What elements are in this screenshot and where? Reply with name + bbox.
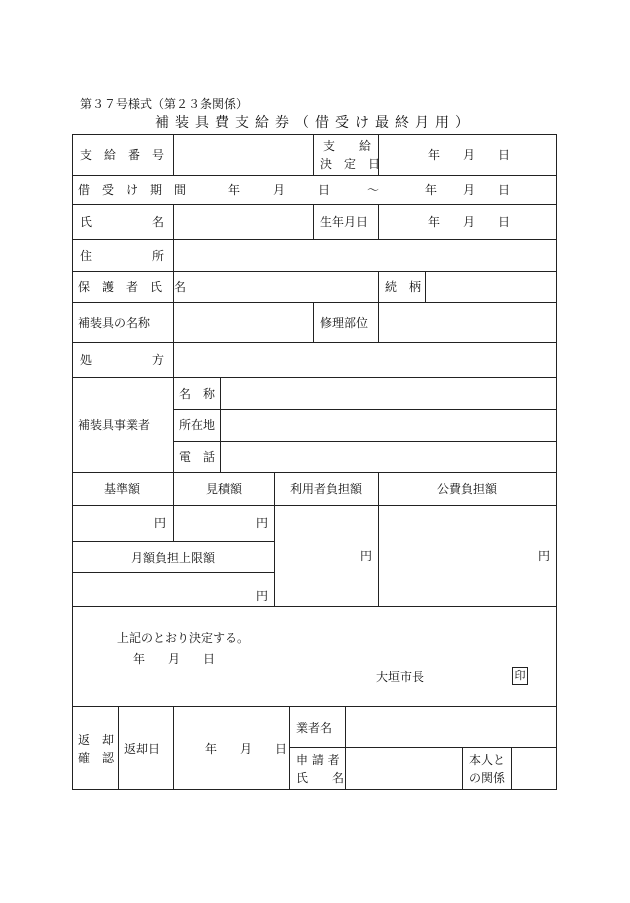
column-line: [511, 747, 512, 790]
guardian-name-label: 保 護 者 氏 名: [78, 280, 187, 294]
birth-day: 日: [498, 215, 511, 229]
rental-end-day: 日: [498, 183, 511, 197]
name-label: 氏 名: [80, 215, 165, 229]
rental-tilde: 〜: [367, 183, 380, 197]
row-line: [72, 572, 274, 573]
estimate-amount-yen: 円: [256, 516, 269, 530]
row-line: [173, 409, 557, 410]
row-line: [72, 541, 274, 542]
column-line: [173, 134, 174, 175]
standard-amount-yen: 円: [154, 516, 167, 530]
row-line: [72, 606, 557, 607]
form-number: 第３７号様式（第２３条関係）: [80, 97, 249, 111]
provider-phone-label: 電 話: [179, 450, 216, 464]
column-line: [220, 377, 221, 472]
standard-amount-header: 基準額: [104, 482, 141, 496]
row-line: [72, 472, 557, 473]
row-line: [72, 175, 557, 176]
provider-label: 補装具事業者: [78, 418, 151, 432]
monthly-limit-yen: 円: [256, 589, 269, 603]
row-line: [289, 747, 557, 748]
provider-location-label: 所在地: [179, 418, 216, 432]
rental-start-year: 年: [228, 183, 241, 197]
row-line: [72, 302, 557, 303]
table-border-bottom: [72, 789, 557, 790]
row-line: [72, 239, 557, 240]
row-line: [72, 342, 557, 343]
column-line: [173, 472, 174, 541]
public-burden-header: 公費負担額: [437, 482, 498, 496]
provider-name-label: 名 称: [179, 387, 216, 401]
return-year: 年: [205, 742, 218, 756]
decision-month: 月: [168, 652, 181, 666]
column-line: [313, 302, 314, 342]
business-name-label: 業者名: [296, 721, 333, 735]
row-line: [72, 505, 557, 506]
relation-label-1: 本人と: [469, 753, 506, 767]
column-line: [289, 706, 290, 790]
decision-text: 上記のとおり決定する。: [117, 631, 250, 645]
birth-year: 年: [428, 215, 441, 229]
return-confirm-label-1: 返 却: [78, 733, 115, 747]
estimate-amount-header: 見積額: [206, 482, 243, 496]
column-line: [313, 134, 314, 175]
column-line: [173, 204, 174, 472]
decision-date-label-2: 決 定 日: [320, 157, 381, 171]
row-line: [173, 441, 557, 442]
monthly-limit-label: 月額負担上限額: [131, 551, 216, 565]
applicant-label-2: 氏 名: [296, 771, 345, 785]
column-line: [378, 271, 379, 342]
table-border-right: [556, 134, 557, 790]
column-line: [378, 204, 379, 239]
seal-mark: 印: [512, 667, 528, 685]
column-line: [425, 271, 426, 302]
device-name-label: 補装具の名称: [78, 316, 151, 330]
return-confirm-label-2: 確 認: [78, 751, 115, 765]
relationship-label: 続 柄: [385, 280, 422, 294]
column-line: [345, 706, 346, 790]
public-burden-yen: 円: [538, 549, 551, 563]
column-line: [313, 204, 314, 239]
rental-end-year: 年: [425, 183, 438, 197]
birth-month: 月: [463, 215, 476, 229]
decision-year: 年: [428, 148, 441, 162]
repair-part-label: 修理部位: [320, 316, 369, 330]
row-line: [72, 706, 557, 707]
column-line: [462, 747, 463, 790]
return-day: 日: [275, 742, 288, 756]
decision-year: 年: [133, 652, 146, 666]
return-month: 月: [240, 742, 253, 756]
column-line: [118, 706, 119, 790]
decision-day: 日: [203, 652, 216, 666]
row-line: [72, 271, 557, 272]
return-date-label: 返却日: [124, 742, 161, 756]
table-border-top: [72, 134, 557, 135]
column-line: [173, 706, 174, 790]
address-label: 住 所: [80, 249, 165, 263]
decision-day: 日: [498, 148, 511, 162]
column-line: [378, 472, 379, 606]
rental-start-day: 日: [318, 183, 331, 197]
decision-month: 月: [463, 148, 476, 162]
user-burden-header: 利用者負担額: [290, 482, 363, 496]
applicant-label-1: 申 請 者: [296, 753, 340, 767]
row-line: [72, 377, 557, 378]
column-line: [274, 472, 275, 606]
row-line: [72, 204, 557, 205]
table-border-left: [72, 134, 73, 790]
relation-label-2: の関係: [469, 771, 506, 785]
birth-date-label: 生年月日: [320, 215, 369, 229]
prescription-label: 処 方: [80, 353, 165, 367]
rental-end-month: 月: [463, 183, 476, 197]
user-burden-yen: 円: [360, 549, 373, 563]
decision-date-label-1: 支 給: [323, 139, 372, 153]
mayor-title: 大垣市長: [376, 670, 425, 684]
payment-number-label: 支 給 番 号: [80, 148, 165, 162]
rental-period-label: 借 受 け 期 間: [78, 183, 187, 197]
rental-start-month: 月: [273, 183, 286, 197]
document-title: 補装具費支給券（借受け最終月用）: [155, 115, 475, 131]
